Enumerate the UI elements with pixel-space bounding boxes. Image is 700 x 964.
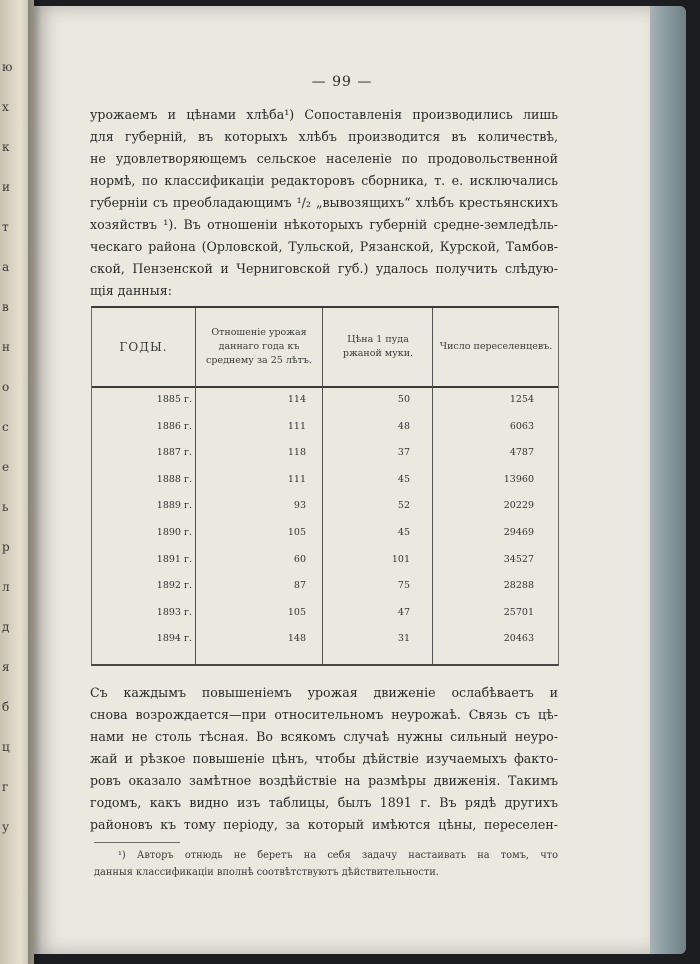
left-page-fragment: г [2, 780, 9, 794]
cell-ratio: 105 [287, 606, 306, 618]
cell-year: 1888 г. [156, 473, 192, 485]
left-page-fragment: о [2, 380, 10, 394]
cell-ratio: 105 [287, 527, 306, 538]
left-page-fragment: н [2, 340, 10, 354]
cell-ratio: 148 [287, 633, 306, 645]
page-gutter-shadow [28, 0, 42, 964]
cell-migrants: 13960 [503, 473, 534, 485]
text-line: для губерній, въ которыхъ хлѣбъ производится въ количествѣ, [90, 129, 558, 144]
cell-price: 45 [397, 473, 410, 485]
cell-year: 1892 г. [156, 580, 192, 592]
cell-year: 1894 г. [156, 633, 192, 645]
cell-price: 101 [391, 553, 410, 565]
cell-year: 1885 г. [156, 394, 192, 405]
cell-price: 52 [397, 500, 410, 512]
left-page-fragment: я [2, 660, 10, 674]
text-line: нами не столь тѣсная. Во всякомъ случаѣ нужны сильный неуро- [90, 729, 558, 744]
text-line: щія данныя: [90, 283, 172, 298]
footnote-rule [94, 842, 180, 843]
left-page-fragment: у [2, 820, 10, 834]
column-divider [322, 308, 323, 664]
book-cover-edge [646, 6, 686, 954]
left-page-fragment: д [2, 620, 10, 634]
column-divider [432, 308, 433, 664]
left-page-fragment: в [2, 300, 9, 314]
cell-ratio: 111 [287, 473, 306, 485]
cell-ratio: 87 [293, 580, 306, 592]
cell-price: 48 [397, 420, 410, 432]
cell-price: 50 [397, 394, 410, 405]
cell-ratio: 93 [293, 500, 306, 512]
left-page-fragment: ь [2, 500, 9, 514]
cell-migrants: 29469 [503, 527, 534, 538]
text-line: урожаемъ и цѣнами хлѣба¹) Сопоставленія производились лишь [90, 107, 558, 122]
text-line: Съ каждымъ повышеніемъ урожая движеніе ослабѣваетъ и [90, 685, 558, 700]
text-line: ческаго района (Орловской, Тульской, Рязанской, Курской, Тамбов- [90, 239, 558, 254]
left-page-fragment: и [2, 180, 10, 194]
cell-migrants: 20229 [503, 500, 534, 512]
left-page-fragment: к [2, 140, 10, 154]
footnote-line: ¹) Авторъ отнюдь не беретъ на себя задачу настаивать на томъ, что [118, 850, 558, 861]
left-page-fragment: р [2, 540, 10, 554]
cell-migrants: 28288 [503, 580, 534, 592]
cell-migrants: 1254 [509, 394, 534, 405]
text-line: не удовлетворяющемъ сельское населеніе по продовольственной [90, 151, 558, 166]
text-line: губерніи съ преобладающимъ ¹/₂ „вывозящихъ“ хлѣбъ крестьянскихъ [90, 195, 558, 210]
cell-price: 45 [397, 527, 410, 538]
text-line: снова возрождается—при относительномъ неурожаѣ. Связь съ цѣ- [90, 707, 558, 722]
left-page-fragment: л [2, 580, 10, 594]
left-page-fragment: ю [2, 60, 13, 74]
text-line: нормѣ, по классификаціи редакторовъ сборника, т. е. исключались [90, 173, 558, 188]
cell-ratio: 111 [287, 420, 306, 432]
left-page-fragment: с [2, 420, 9, 434]
cell-ratio: 114 [287, 394, 306, 405]
cell-price: 31 [397, 633, 410, 645]
text-line: жай и рѣзкое повышеніе цѣнъ, чтобы дѣйствіе изучаемыхъ факто- [90, 751, 558, 766]
cell-migrants: 20463 [503, 633, 534, 645]
text-line: ской, Пензенской и Черниговской губ.) удалось получить слѣдую- [90, 261, 558, 276]
left-page-fragment: х [2, 100, 9, 114]
cell-migrants: 25701 [503, 606, 534, 618]
left-page-fragment: а [2, 260, 10, 274]
cell-migrants: 4787 [509, 447, 534, 459]
left-page-fragment: е [2, 460, 10, 474]
cell-year: 1890 г. [156, 527, 192, 538]
text-line: годомъ, какъ видно изъ таблицы, былъ 1891 г. Въ рядѣ другихъ [90, 795, 558, 810]
left-page-fragment: ц [2, 740, 10, 754]
cell-year: 1886 г. [156, 420, 192, 432]
cell-migrants: 34527 [503, 553, 534, 565]
footnote-line: данныя классификаціи вполнѣ соотвѣтствуютъ дѣйствительности. [94, 867, 439, 878]
text-line: хозяйствъ ¹). Въ отношеніи нѣкоторыхъ губерній средне-земледѣль- [90, 217, 558, 232]
cell-year: 1893 г. [156, 606, 192, 618]
cell-migrants: 6063 [509, 420, 534, 432]
left-page-fragment: б [2, 700, 10, 714]
cell-ratio: 118 [287, 447, 306, 459]
book-page [34, 6, 650, 954]
header-ratio: Отношеніе урожая даннаго года къ среднему за 25 лѣтъ. [206, 327, 312, 366]
cell-ratio: 60 [293, 553, 306, 565]
cell-year: 1887 г. [156, 447, 192, 459]
header-price: Цѣна 1 пуда ржаной муки. [342, 334, 414, 359]
cell-year: 1889 г. [156, 500, 192, 512]
data-table [91, 306, 559, 666]
cell-year: 1891 г. [156, 553, 192, 565]
header-migrants: Число переселенцевъ. [439, 341, 553, 352]
cell-price: 75 [397, 580, 410, 592]
left-page-fragment: т [2, 220, 9, 234]
text-line: ровъ оказало замѣтное воздѣйствіе на размѣры движенія. Такимъ [90, 773, 558, 788]
page-number: — 99 — [311, 74, 373, 90]
cell-price: 37 [397, 447, 410, 459]
text-line: районовъ къ тому періоду, за который имѣются цѣны, переселен- [90, 817, 558, 832]
cell-price: 47 [397, 606, 410, 618]
header-years: ГОДЫ. [119, 340, 168, 354]
